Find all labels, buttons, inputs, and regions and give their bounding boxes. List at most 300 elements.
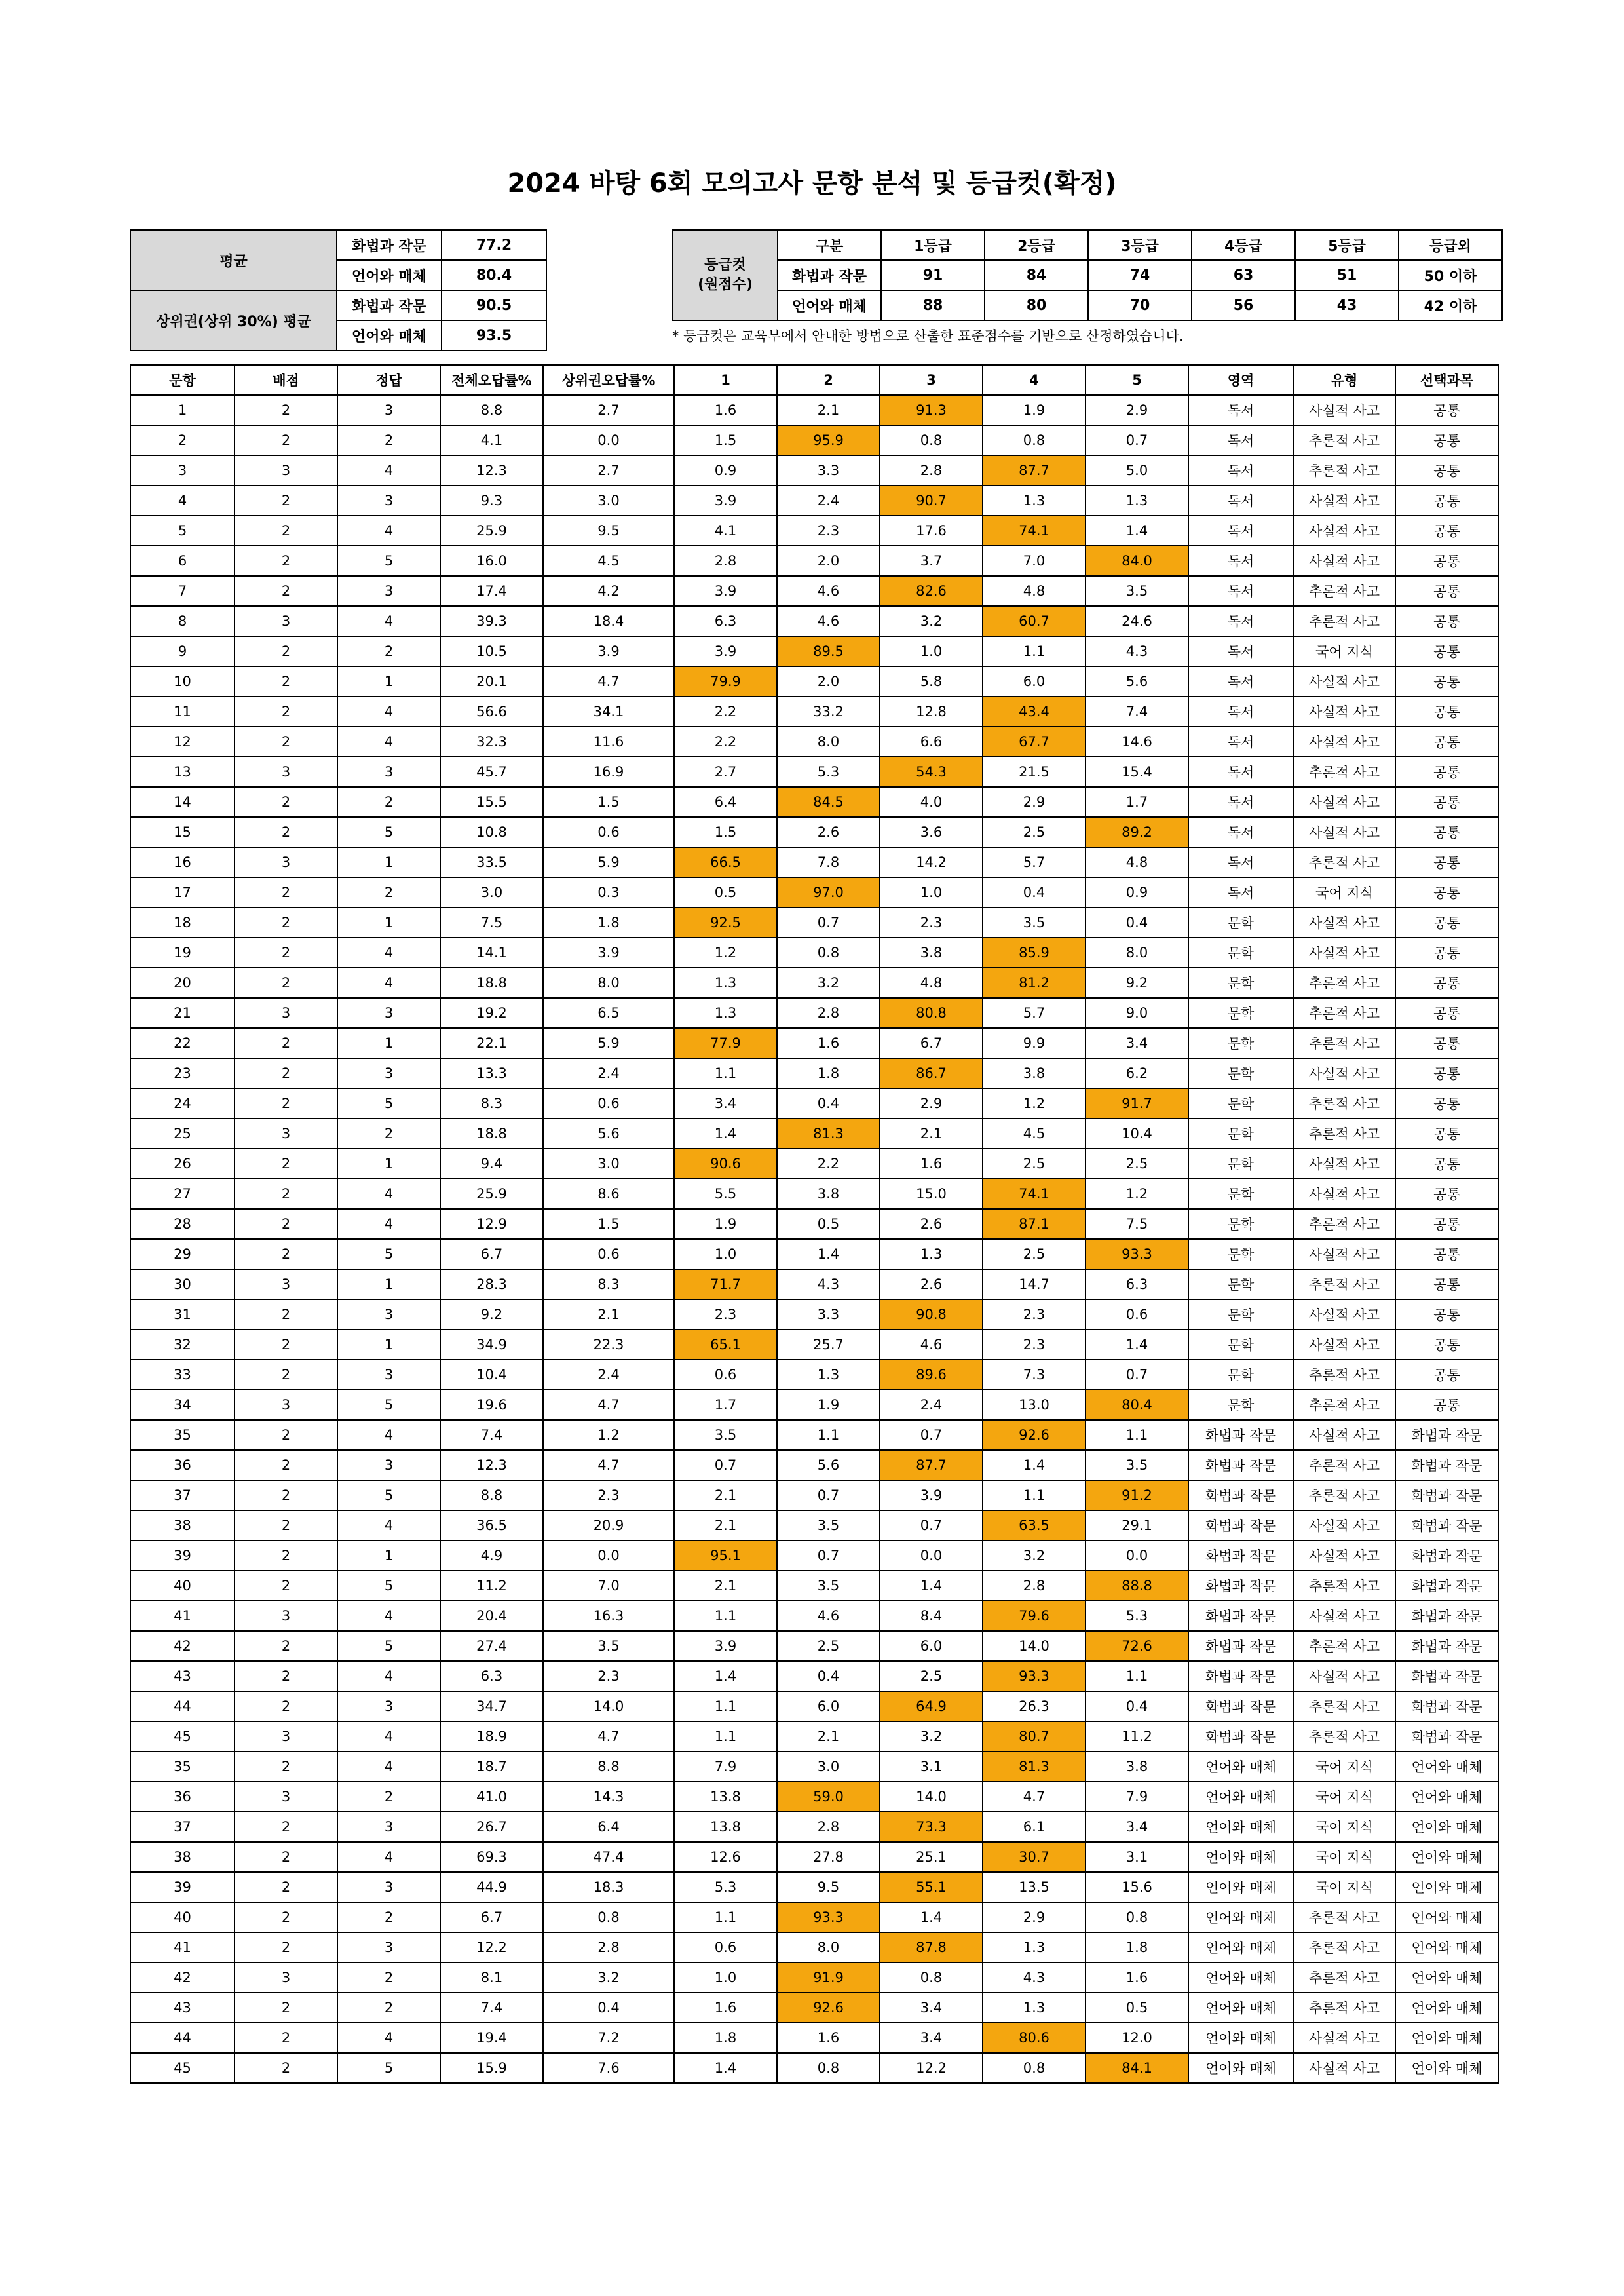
- table-cell: 12.9: [440, 1209, 543, 1239]
- table-cell: 93.3: [1086, 1239, 1188, 1269]
- table-cell: 1.3: [880, 1239, 983, 1269]
- table-row: [130, 1390, 1498, 1420]
- table-cell: 10.4: [440, 1360, 543, 1390]
- table-cell: 2.7: [543, 395, 674, 425]
- table-cell: 84.0: [1086, 546, 1188, 576]
- table-cell: 88.8: [1086, 1571, 1188, 1601]
- table-cell: 공통: [1395, 968, 1498, 998]
- table-cell: 2.2: [674, 697, 777, 727]
- table-cell: 5: [337, 1390, 440, 1420]
- table-cell: 2: [235, 486, 337, 516]
- table-cell: 32.3: [440, 727, 543, 757]
- table-cell: 1.6: [674, 395, 777, 425]
- table-cell: 언어와 매체: [1395, 1872, 1498, 1902]
- table-cell: 2.5: [1086, 1149, 1188, 1179]
- table-row: [130, 847, 1498, 877]
- table-cell: 0.3: [543, 877, 674, 908]
- table-cell: 추론적 사고: [1293, 1631, 1395, 1661]
- table-cell: 45: [130, 2053, 235, 2083]
- table-cell: 34.7: [440, 1691, 543, 1721]
- table-cell: 84.5: [777, 787, 880, 817]
- table-cell: 1.2: [1086, 1179, 1188, 1209]
- table-cell: 공통: [1395, 516, 1498, 546]
- table-cell: 4.5: [983, 1119, 1086, 1149]
- table-cell: 추론적 사고: [1293, 757, 1395, 787]
- table-cell: 15.5: [440, 787, 543, 817]
- table-cell: 3: [337, 1812, 440, 1842]
- table-cell: 2: [235, 1631, 337, 1661]
- table-cell: 추론적 사고: [1293, 1028, 1395, 1058]
- table-cell: 2: [235, 1540, 337, 1571]
- table-cell: 문학: [1188, 1390, 1293, 1420]
- table-cell: 1.6: [674, 1993, 777, 2023]
- table-row: [130, 1721, 1498, 1751]
- table-cell: 5.6: [1086, 666, 1188, 697]
- table-cell: 47.4: [543, 1842, 674, 1872]
- table-cell: 사실적 사고: [1293, 908, 1395, 938]
- table-cell: 공통: [1395, 636, 1498, 666]
- table-cell: 공통: [1395, 1269, 1498, 1299]
- table-cell: 2: [235, 1480, 337, 1510]
- table-cell: 19.6: [440, 1390, 543, 1420]
- table-row: [130, 1812, 1498, 1842]
- table-cell: 6.6: [880, 727, 983, 757]
- table-cell: 4.5: [543, 546, 674, 576]
- table-cell: 7.4: [440, 1993, 543, 2023]
- table-cell: 60.7: [983, 606, 1086, 636]
- table-row: [130, 606, 1498, 636]
- table-cell: 14.0: [983, 1631, 1086, 1661]
- table-cell: 30: [130, 1269, 235, 1299]
- table-cell: 13.0: [983, 1390, 1086, 1420]
- table-cell: 18.7: [440, 1751, 543, 1782]
- table-cell: 0.8: [880, 425, 983, 455]
- table-cell: 공통: [1395, 1119, 1498, 1149]
- table-cell: 25.9: [440, 1179, 543, 1209]
- table-cell: 92.5: [674, 908, 777, 938]
- table-row: [130, 1962, 1498, 1993]
- table-cell: 3.3: [777, 1299, 880, 1330]
- table-cell: 16.9: [543, 757, 674, 787]
- table-cell: 4.7: [543, 1721, 674, 1751]
- table-cell: 65.1: [674, 1330, 777, 1360]
- table-cell: 42: [130, 1962, 235, 1993]
- table-cell: 문학: [1188, 1239, 1293, 1269]
- table-cell: 38: [130, 1510, 235, 1540]
- table-cell: 6.0: [983, 666, 1086, 697]
- table-cell: 89.6: [880, 1360, 983, 1390]
- table-cell: 1.4: [1086, 516, 1188, 546]
- table-cell: 사실적 사고: [1293, 1601, 1395, 1631]
- table-cell: 독서: [1188, 787, 1293, 817]
- table-cell: 추론적 사고: [1293, 455, 1395, 486]
- table-cell: 6.1: [983, 1812, 1086, 1842]
- table-cell: 공통: [1395, 817, 1498, 847]
- table-cell: 27.8: [777, 1842, 880, 1872]
- grade-cut-note: * 등급컷은 교육부에서 안내한 방법으로 산출한 표준점수를 기반으로 산정하였습니다.: [672, 328, 1184, 344]
- table-cell: 8.8: [543, 1751, 674, 1782]
- table-cell: 사실적 사고: [1293, 938, 1395, 968]
- table-cell: 언어와 매체: [1395, 1932, 1498, 1962]
- table-cell: 언어와 매체: [1188, 1962, 1293, 1993]
- table-cell: 공통: [1395, 998, 1498, 1028]
- table-cell: 6.5: [543, 998, 674, 1028]
- table-cell: 74.1: [983, 516, 1086, 546]
- table-cell: 3.5: [543, 1631, 674, 1661]
- table-cell: 2.2: [674, 727, 777, 757]
- table-cell: 8.3: [543, 1269, 674, 1299]
- table-cell: 21: [130, 998, 235, 1028]
- table-cell: 0.0: [543, 1540, 674, 1571]
- table-cell: 2: [235, 1993, 337, 2023]
- table-row: [130, 1209, 1498, 1239]
- table-cell: 59.0: [777, 1782, 880, 1812]
- table-cell: 1.1: [674, 1902, 777, 1932]
- table-cell: 문학: [1188, 968, 1293, 998]
- table-cell: 언어와 매체: [1395, 2023, 1498, 2053]
- table-cell: 2.3: [543, 1480, 674, 1510]
- table-cell: 26.3: [983, 1691, 1086, 1721]
- table-cell: 4: [337, 1510, 440, 1540]
- table-cell: 언어와 매체: [1188, 1902, 1293, 1932]
- table-cell: 4: [337, 455, 440, 486]
- table-cell: 사실적 사고: [1293, 1179, 1395, 1209]
- table-cell: 5.9: [543, 847, 674, 877]
- table-cell: 2.3: [983, 1330, 1086, 1360]
- table-cell: 0.4: [777, 1088, 880, 1119]
- table-cell: 3: [235, 1390, 337, 1420]
- table-cell: 2: [235, 1691, 337, 1721]
- table-cell: 91.7: [1086, 1088, 1188, 1119]
- table-cell: 1.3: [1086, 486, 1188, 516]
- table-cell: 독서: [1188, 817, 1293, 847]
- table-cell: 사실적 사고: [1293, 1661, 1395, 1691]
- table-cell: 41: [130, 1601, 235, 1631]
- table-cell: 2: [235, 1751, 337, 1782]
- table-cell: 5.8: [880, 666, 983, 697]
- table-cell: 4: [337, 697, 440, 727]
- table-cell: 사실적 사고: [1293, 1149, 1395, 1179]
- table-cell: 언어와 매체: [1188, 1751, 1293, 1782]
- table-cell: 2: [235, 1239, 337, 1269]
- table-cell: 19.2: [440, 998, 543, 1028]
- table-cell: 1.0: [880, 636, 983, 666]
- table-cell: 2: [130, 425, 235, 455]
- table-cell: 1.4: [777, 1239, 880, 1269]
- table-cell: 문학: [1188, 1269, 1293, 1299]
- table-cell: 1.3: [983, 1932, 1086, 1962]
- table-cell: 4: [337, 1661, 440, 1691]
- table-cell: 2.0: [777, 546, 880, 576]
- table-cell: 화법과 작문: [1395, 1540, 1498, 1571]
- table-cell: 64.9: [880, 1691, 983, 1721]
- table-cell: 4.6: [880, 1330, 983, 1360]
- table-cell: 5: [337, 1088, 440, 1119]
- table-cell: 2.2: [777, 1149, 880, 1179]
- table-cell: 4.6: [777, 1601, 880, 1631]
- table-cell: 73.3: [880, 1812, 983, 1842]
- table-row: [130, 968, 1498, 998]
- table-cell: 1.6: [1086, 1962, 1188, 1993]
- table-cell: 화법과 작문: [1395, 1601, 1498, 1631]
- table-cell: 3.8: [983, 1058, 1086, 1088]
- table-cell: 8.4: [880, 1601, 983, 1631]
- table-cell: 사실적 사고: [1293, 1239, 1395, 1269]
- table-cell: 추론적 사고: [1293, 425, 1395, 455]
- table-cell: 33.2: [777, 697, 880, 727]
- table-cell: 1.5: [543, 787, 674, 817]
- table-row: [130, 1149, 1498, 1179]
- table-cell: 0.6: [543, 1088, 674, 1119]
- table-cell: 0.8: [777, 938, 880, 968]
- table-cell: 8.0: [1086, 938, 1188, 968]
- table-cell: 공통: [1395, 606, 1498, 636]
- table-cell: 2: [235, 1058, 337, 1088]
- table-cell: 화법과 작문: [1188, 1691, 1293, 1721]
- table-cell: 4: [337, 968, 440, 998]
- table-cell: 1.1: [1086, 1661, 1188, 1691]
- table-cell: 언어와 매체: [1395, 1782, 1498, 1812]
- table-cell: 8.0: [543, 968, 674, 998]
- table-cell: 독서: [1188, 486, 1293, 516]
- table-cell: 37: [130, 1480, 235, 1510]
- table-cell: 1.4: [1086, 1330, 1188, 1360]
- table-cell: 화법과 작문: [1395, 1480, 1498, 1510]
- table-cell: 81.2: [983, 968, 1086, 998]
- table-cell: 언어와 매체: [1395, 2053, 1498, 2083]
- table-cell: 3.4: [1086, 1812, 1188, 1842]
- grade-cut-cell: 42 이하: [1399, 290, 1502, 320]
- table-cell: 2: [235, 817, 337, 847]
- table-cell: 공통: [1395, 1299, 1498, 1330]
- table-cell: 화법과 작문: [1188, 1631, 1293, 1661]
- table-cell: 언어와 매체: [1395, 1993, 1498, 2023]
- table-cell: 2: [337, 425, 440, 455]
- table-cell: 공통: [1395, 546, 1498, 576]
- table-cell: 독서: [1188, 697, 1293, 727]
- table-cell: 공통: [1395, 1149, 1498, 1179]
- table-cell: 18: [130, 908, 235, 938]
- table-cell: 4: [130, 486, 235, 516]
- table-cell: 4.6: [777, 576, 880, 606]
- table-row: [130, 1571, 1498, 1601]
- table-cell: 2: [235, 1872, 337, 1902]
- table-cell: 3.8: [777, 1179, 880, 1209]
- table-cell: 2.4: [543, 1058, 674, 1088]
- table-cell: 2: [337, 1119, 440, 1149]
- table-cell: 4.1: [674, 516, 777, 546]
- table-cell: 화법과 작문: [1188, 1721, 1293, 1751]
- table-cell: 공통: [1395, 847, 1498, 877]
- table-cell: 28.3: [440, 1269, 543, 1299]
- table-cell: 언어와 매체: [1188, 1842, 1293, 1872]
- table-row: [130, 1782, 1498, 1812]
- grade-cut-cell: 51: [1295, 260, 1399, 290]
- table-row: [130, 1360, 1498, 1390]
- table-cell: 5.6: [777, 1450, 880, 1480]
- table-cell: 4: [337, 938, 440, 968]
- table-row: [130, 877, 1498, 908]
- table-cell: 17: [130, 877, 235, 908]
- table-header-row: [130, 365, 1498, 395]
- table-cell: 2: [235, 1661, 337, 1691]
- table-cell: 사실적 사고: [1293, 2053, 1395, 2083]
- table-cell: 97.0: [777, 877, 880, 908]
- table-cell: 추론적 사고: [1293, 998, 1395, 1028]
- table-row: [130, 395, 1498, 425]
- table-cell: 2: [235, 516, 337, 546]
- table-cell: 8.0: [777, 727, 880, 757]
- table-cell: 6.7: [440, 1902, 543, 1932]
- table-cell: 16: [130, 847, 235, 877]
- table-cell: 사실적 사고: [1293, 1510, 1395, 1540]
- grade-cut-cell: 74: [1088, 260, 1192, 290]
- table-cell: 1.4: [880, 1902, 983, 1932]
- table-cell: 0.7: [1086, 425, 1188, 455]
- table-cell: 3.9: [674, 636, 777, 666]
- table-row: [130, 1932, 1498, 1962]
- table-cell: 6.0: [880, 1631, 983, 1661]
- table-cell: 4.0: [880, 787, 983, 817]
- table-cell: 사실적 사고: [1293, 666, 1395, 697]
- table-cell: 1.6: [880, 1149, 983, 1179]
- table-cell: 사실적 사고: [1293, 2023, 1395, 2053]
- table-cell: 24: [130, 1088, 235, 1119]
- table-cell: 13.3: [440, 1058, 543, 1088]
- table-cell: 5.9: [543, 1028, 674, 1058]
- table-cell: 2: [235, 546, 337, 576]
- table-cell: 3.0: [440, 877, 543, 908]
- table-cell: 4.2: [543, 576, 674, 606]
- column-header: 문항: [130, 365, 235, 395]
- table-cell: 42: [130, 1631, 235, 1661]
- table-cell: 0.6: [543, 1239, 674, 1269]
- table-cell: 8.0: [777, 1932, 880, 1962]
- table-cell: 13.8: [674, 1812, 777, 1842]
- table-cell: 공통: [1395, 1179, 1498, 1209]
- table-cell: 3: [337, 757, 440, 787]
- table-row: [130, 1872, 1498, 1902]
- average-subject: 화법과 작문: [337, 290, 442, 320]
- table-cell: 2.1: [777, 395, 880, 425]
- table-cell: 0.0: [1086, 1540, 1188, 1571]
- table-cell: 91.3: [880, 395, 983, 425]
- table-cell: 20.1: [440, 666, 543, 697]
- table-cell: 3.2: [543, 1962, 674, 1993]
- table-cell: 11.2: [440, 1571, 543, 1601]
- table-cell: 6.3: [674, 606, 777, 636]
- table-cell: 1.0: [674, 1239, 777, 1269]
- table-cell: 독서: [1188, 666, 1293, 697]
- grade-cut-cell: 63: [1192, 260, 1295, 290]
- table-cell: 3.5: [777, 1571, 880, 1601]
- table-cell: 15.6: [1086, 1872, 1188, 1902]
- table-cell: 2: [235, 1330, 337, 1360]
- table-cell: 2.3: [674, 1299, 777, 1330]
- table-cell: 0.7: [674, 1450, 777, 1480]
- table-cell: 19: [130, 938, 235, 968]
- table-cell: 63.5: [983, 1510, 1086, 1540]
- table-cell: 3: [235, 1601, 337, 1631]
- table-cell: 4.7: [983, 1782, 1086, 1812]
- grade-cut-cell: 88: [881, 290, 985, 320]
- table-cell: 80.6: [983, 2023, 1086, 2053]
- table-cell: 화법과 작문: [1395, 1450, 1498, 1480]
- table-row: [130, 727, 1498, 757]
- table-cell: 14.0: [880, 1782, 983, 1812]
- table-row: [130, 1480, 1498, 1510]
- table-cell: 언어와 매체: [1188, 1932, 1293, 1962]
- table-cell: 45.7: [440, 757, 543, 787]
- table-cell: 12.2: [440, 1932, 543, 1962]
- table-cell: 0.8: [983, 425, 1086, 455]
- table-cell: 3.2: [880, 1721, 983, 1751]
- table-cell: 86.7: [880, 1058, 983, 1088]
- table-row: [130, 1088, 1498, 1119]
- table-cell: 4.9: [440, 1540, 543, 1571]
- table-cell: 1: [337, 908, 440, 938]
- table-row: [130, 817, 1498, 847]
- table-cell: 36: [130, 1450, 235, 1480]
- table-cell: 0.7: [1086, 1360, 1188, 1390]
- table-cell: 화법과 작문: [1188, 1571, 1293, 1601]
- table-cell: 2: [235, 1902, 337, 1932]
- table-cell: 40: [130, 1902, 235, 1932]
- table-cell: 36.5: [440, 1510, 543, 1540]
- table-cell: 14: [130, 787, 235, 817]
- column-header: 3: [880, 365, 983, 395]
- table-cell: 2: [337, 1902, 440, 1932]
- table-cell: 14.7: [983, 1269, 1086, 1299]
- table-cell: 10.4: [1086, 1119, 1188, 1149]
- table-cell: 1: [337, 1330, 440, 1360]
- table-cell: 0.4: [1086, 908, 1188, 938]
- table-cell: 13: [130, 757, 235, 787]
- table-cell: 추론적 사고: [1293, 1088, 1395, 1119]
- table-cell: 3: [337, 1360, 440, 1390]
- table-cell: 언어와 매체: [1395, 1962, 1498, 1993]
- table-cell: 3: [235, 606, 337, 636]
- table-cell: 18.3: [543, 1872, 674, 1902]
- table-cell: 20.4: [440, 1601, 543, 1631]
- table-cell: 32: [130, 1330, 235, 1360]
- table-cell: 공통: [1395, 395, 1498, 425]
- table-cell: 9.2: [440, 1299, 543, 1330]
- table-cell: 공통: [1395, 938, 1498, 968]
- table-row: [130, 938, 1498, 968]
- table-cell: 34.9: [440, 1330, 543, 1360]
- page-title: 2024 바탕 6회 모의고사 문항 분석 및 등급컷(확정): [507, 168, 1117, 199]
- table-row: [130, 697, 1498, 727]
- table-cell: 4: [337, 1179, 440, 1209]
- table-cell: 2.5: [983, 1239, 1086, 1269]
- table-row: [130, 1842, 1498, 1872]
- table-cell: 9: [130, 636, 235, 666]
- table-cell: 2: [235, 1450, 337, 1480]
- table-cell: 공통: [1395, 1360, 1498, 1390]
- table-cell: 국어 지식: [1293, 877, 1395, 908]
- table-cell: 3: [337, 1299, 440, 1330]
- table-cell: 언어와 매체: [1395, 1902, 1498, 1932]
- table-cell: 7: [130, 576, 235, 606]
- table-cell: 1.9: [674, 1209, 777, 1239]
- table-cell: 언어와 매체: [1188, 2053, 1293, 2083]
- table-row: [130, 546, 1498, 576]
- table-cell: 2: [235, 908, 337, 938]
- table-cell: 41: [130, 1932, 235, 1962]
- table-cell: 1.2: [543, 1420, 674, 1450]
- table-cell: 화법과 작문: [1188, 1510, 1293, 1540]
